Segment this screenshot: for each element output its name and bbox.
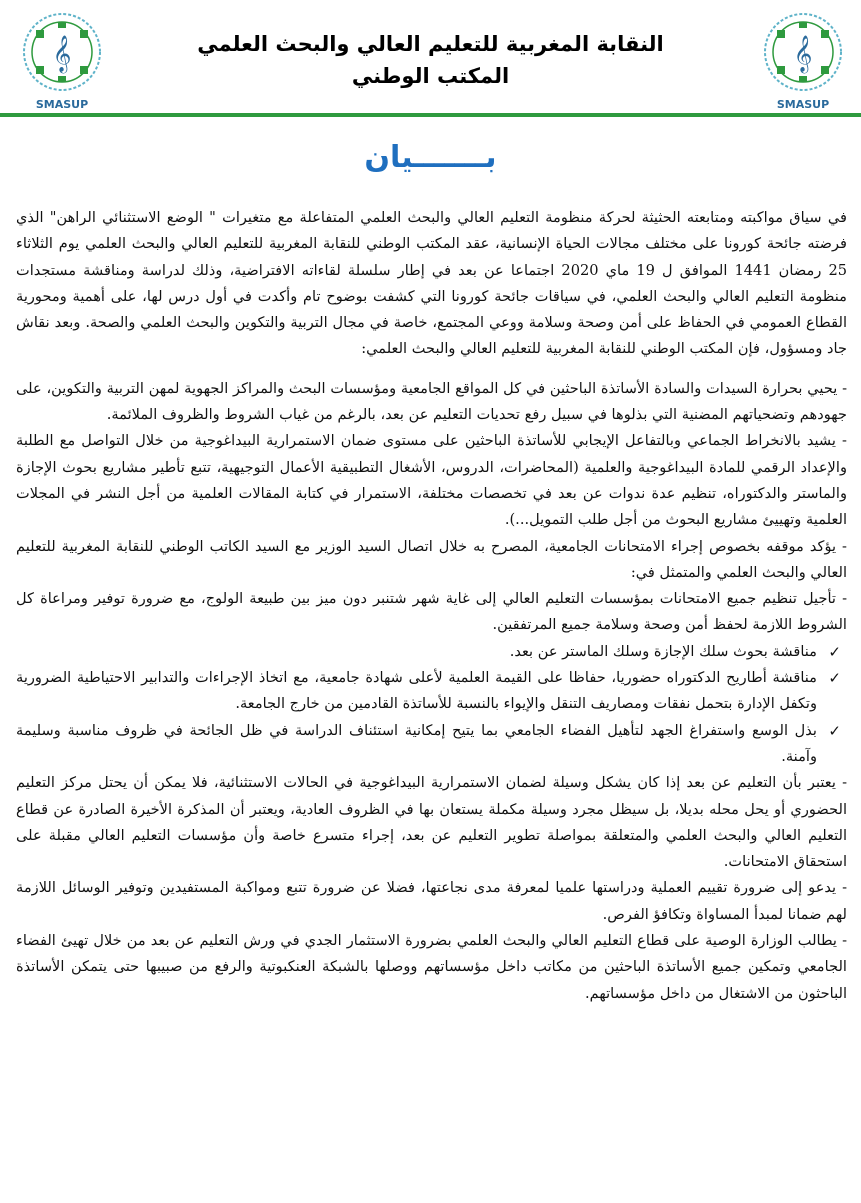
statement-item: - يؤكد موقفه بخصوص إجراء الامتحانات الجامعية، المصرح به خلال اتصال السيد الوزير مع السيد الكاتب الوطني للنقابة المغربية للتعليم العالي والبحث العلمي والمتمثل في:	[16, 537, 847, 581]
letterhead	[0, 0, 861, 118]
statement-item: - يدعو إلى ضرورة تقييم العملية ودراستها علميا لمعرفة مدى نجاعتها، فضلا عن ضرورة تتبع ومواكبة المستفيدين وتوفير الوسائل اللازمة لهم ضمانا لمبدأ المساواة وتكافؤ الفرص.	[16, 879, 847, 923]
list-item	[16, 639, 847, 665]
svg-text:SMASUP: SMASUP	[35, 98, 89, 111]
music-clef-emblem-icon	[14, 8, 110, 112]
document-title: بـــــــيان	[364, 140, 497, 175]
union-logo-left	[14, 8, 110, 112]
list-item	[16, 718, 847, 771]
letterhead-title	[130, 28, 731, 92]
svg-text:𝄞: 𝄞	[793, 34, 813, 72]
list-item-text: بذل الوسع واستفراغ الجهد لتأهيل الفضاء الجامعي بما يتيح إمكانية استئناف الدراسة في ظل الجائحة في ظروف مناسبة وسليمة وآمنة.	[16, 721, 817, 765]
statement-item: - تأجيل تنظيم جميع الامتحانات بمؤسسات التعليم العالي إلى غاية شهر شتنبر دون ميز بين طبيعة الولوج، مع ضرورة توفير ومراعاة كل الشروط اللازمة لحفظ أمن وصحة وسلامة جميع المرتفقين.	[16, 590, 847, 634]
svg-text:𝄞: 𝄞	[52, 34, 72, 72]
list-item-text: مناقشة بحوث سلك الإجازة وسلك الماستر عن بعد.	[509, 642, 817, 660]
statement-item: - يشيد بالانخراط الجماعي وبالتفاعل الإيجابي للأساتذة الباحثين على مستوى ضمان الاستمرارية البيداغوجية من خلال التواصل مع الطلبة والإعداد الرقمي للمادة البيداغوجية والعلمية (المحاضرات، الدروس، الأشغال التطبيقية الأعمال التوجيهية، تتبع تأطير مشاريع بحوث الإجازة والماستر والدكتوراه، تنظيم عدة ندوات عن بعد في تخصصات مختلفة، الاستمرار في كتابة المقالات العلمية من أجل النشر في المجلات العلمية وتهييئ مشاريع البحوث من أجل طلب التمويل...).	[16, 432, 847, 529]
header-divider	[0, 113, 861, 117]
office-name: المكتب الوطني	[351, 64, 510, 88]
statement-item: - يعتبر بأن التعليم عن بعد إذا كان يشكل وسيلة لضمان الاستمرارية البيداغوجية في الحالات الاستثنائية، فلا يمكن أن يحتل مركز التعليم الحضوري أو يحل محله بديلا، بل سيظل مجرد وسيلة مكملة يستعان بها في الظروف العادية، ويعتبر أن المذكرة الأخيرة الصادرة عن قطاع التعليم العالي والبحث العلمي والمتعلقة بمواصلة تطوير التعليم عن بعد، إجراء متسرع خاصة وأن مؤسسات التعليم العالي مقبلة على استحقاق الامتحانات.	[16, 774, 847, 871]
exam-measures-list	[16, 639, 847, 770]
union-logo-right	[755, 8, 851, 112]
svg-text:SMASUP: SMASUP	[776, 98, 830, 111]
list-item-text: مناقشة أطاريح الدكتوراه حضوريا، حفاظا على القيمة العلمية لأعلى شهادة جامعية، مع اتخاذ الإجراءات والتدابير الاحتياطية الضرورية وتكفل الإدارة بتحمل نفقات ومصاريف التنقل والإيواء بالنسبة للأساتذة القادمين من خارج الجامعة.	[16, 669, 817, 713]
intro-paragraph: في سياق مواكبته ومتابعته الحثيثة لحركة منظومة التعليم العالي والبحث العلمي المتفاعلة مع متغيرات " الوضع الاستثنائي الراهن" الذي فرضته جائحة كورونا على مختلف مجالات الحياة الإنسانية، عقد المكتب الوطني للنقابة المغربية للتعليم العالي والبحث العلمي يوم الثلاثاء 25 رمضان 1441 الموافق ل 19 ماي 2020 اجتماعا عن بعد في إطار سلسلة لقاءاته الافتراضية، وذلك لدراسة ومناقشة مستجدات منظومة التعليم العالي والبحث العلمي، في سياقات جائحة كورونا التي كشفت بوضوح تام وأكدت في أول درس لها، على أهمية ومحورية القطاع العمومي في الحفاظ على أمن وصحة وسلامة ووعي المجتمع، خاصة في مجال التربية والتكوين والبحث العلمي والصحة. وبعد نقاش جاد ومسؤول، فإن المكتب الوطني للنقابة المغربية للتعليم العالي والبحث العلمي:	[16, 209, 848, 358]
org-name: النقابة المغربية للتعليم العالي والبحث العلمي	[197, 32, 664, 56]
checkmark-icon: ✓	[828, 669, 841, 688]
statement-item: - يحيي بحرارة السيدات والسادة الأساتذة الباحثين في كل المواقع الجامعية ومؤسسات البحث والمراكز الجهوية لمهن التربية والتكوين، على جهودهم وتضحياتهم المضنية التي بذلوها في سبيل رفع تحديات التعليم عن بعد، بالرغم من غياب الشروط والظروف الملائمة.	[16, 379, 847, 424]
music-clef-emblem-icon	[755, 8, 851, 112]
list-item	[16, 665, 847, 718]
checkmark-icon: ✓	[828, 642, 841, 661]
checkmark-icon: ✓	[828, 721, 841, 740]
statement-item: - يطالب الوزارة الوصية على قطاع التعليم العالي والبحث العلمي بضرورة الاستثمار الجدي في ورش التعليم عن بعد من خلال تهيئ الفضاء الجامعي وتمكين جميع الأساتذة الباحثين من مكاتب داخل مؤسساتهم ووصلها بالشبكة العنكبوتية والرفع من صبيبها حتى يتمكن الأساتذة الباحثون من الاشتغال من داخل مؤسساتهم.	[16, 932, 847, 1002]
statement-body	[16, 205, 847, 1007]
